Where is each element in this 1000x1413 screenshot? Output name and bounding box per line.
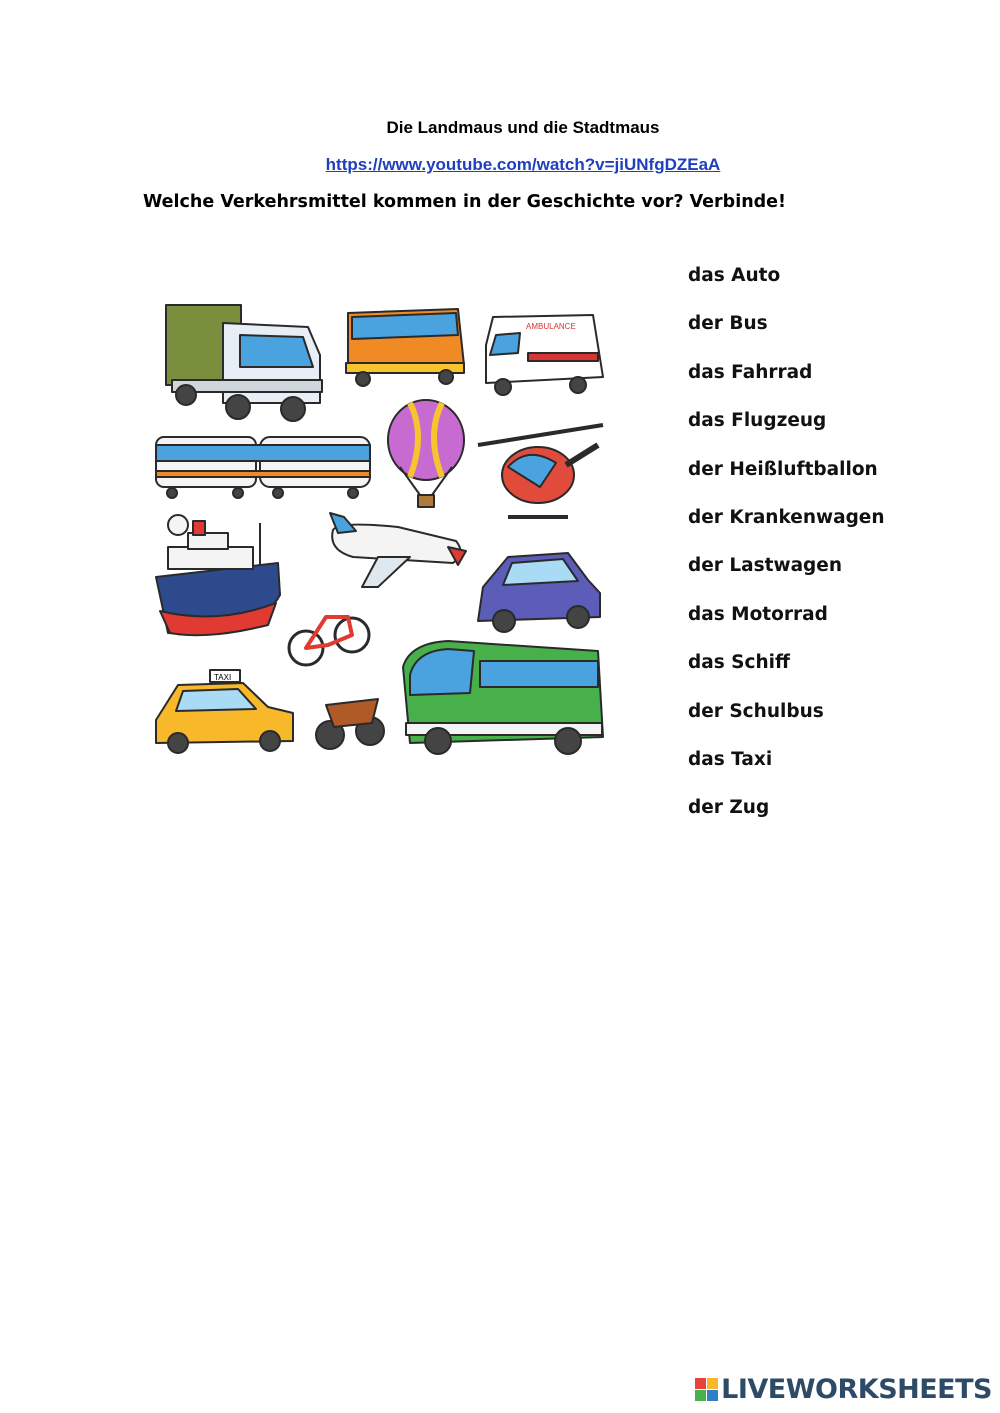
- train-icon: [156, 437, 370, 498]
- instruction-text: Welche Verkehrsmittel kommen in der Geschichte vor? Verbinde!: [143, 192, 787, 212]
- motorcycle-icon: [316, 699, 384, 749]
- word-item[interactable]: das Fahrrad: [688, 361, 813, 383]
- brand-name: LIVEWORKSHEETS: [721, 1374, 992, 1405]
- word-item[interactable]: der Lastwagen: [688, 555, 843, 577]
- word-item[interactable]: das Taxi: [688, 748, 773, 770]
- truck-icon: [166, 305, 322, 421]
- word-item[interactable]: der Krankenwagen: [688, 506, 885, 528]
- liveworksheets-logo: [695, 1374, 992, 1405]
- word-list: [688, 262, 885, 843]
- word-item[interactable]: das Flugzeug: [688, 410, 827, 432]
- word-item[interactable]: das Motorrad: [688, 603, 828, 625]
- ship-icon: [156, 515, 280, 635]
- airplane-icon: [330, 513, 466, 587]
- logo-blocks-icon: [695, 1378, 718, 1401]
- video-link[interactable]: https://www.youtube.com/watch?v=jiUNfgDZEaA: [325, 155, 721, 174]
- hot-air-balloon-icon: [388, 400, 464, 507]
- word-item[interactable]: der Bus: [688, 313, 768, 335]
- car-icon: [478, 553, 600, 632]
- helicopter-icon: [478, 425, 603, 517]
- school-bus-icon: [403, 641, 603, 754]
- ambulance-label: AMBULANCE: [526, 322, 576, 331]
- word-item[interactable]: der Heißluftballon: [688, 458, 878, 480]
- word-item[interactable]: das Schiff: [688, 652, 790, 674]
- page-title: Die Landmaus und die Stadtmaus: [386, 118, 660, 137]
- bus-icon: [346, 309, 464, 386]
- taxi-label: TAXI: [214, 673, 232, 682]
- vehicles-illustration: [148, 295, 613, 765]
- taxi-icon: [156, 670, 293, 753]
- word-item[interactable]: der Zug: [688, 797, 770, 819]
- bicycle-icon: [289, 617, 369, 665]
- word-item[interactable]: das Auto: [688, 265, 781, 286]
- word-item[interactable]: der Schulbus: [688, 700, 824, 722]
